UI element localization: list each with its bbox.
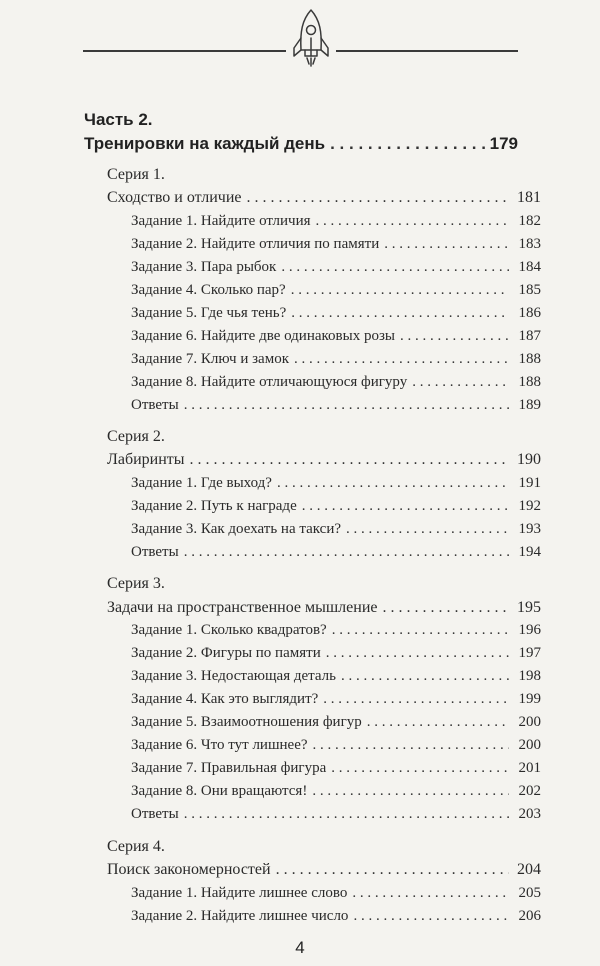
task-title: Ответы (131, 806, 179, 822)
task-row[interactable] (131, 374, 541, 391)
page-ref: 200 (518, 714, 541, 730)
task-title: Задание 1. Где выход? (131, 475, 272, 491)
task-title: Задание 1. Сколько квадратов? (131, 622, 327, 638)
task-row[interactable] (131, 908, 541, 925)
page-ref: 195 (517, 599, 541, 616)
page-ref: 191 (518, 475, 541, 491)
dot-leader (316, 213, 509, 230)
task-row[interactable] (131, 806, 541, 823)
dot-leader (312, 783, 509, 800)
dot-leader (353, 908, 509, 925)
page-ref: 193 (518, 521, 541, 537)
dot-leader (190, 451, 509, 469)
part-title-row[interactable] (84, 134, 518, 154)
page-ref: 179 (489, 134, 518, 153)
dot-leader (367, 714, 509, 731)
page-ref: 184 (518, 259, 541, 275)
series-topic-row[interactable] (107, 189, 541, 207)
dot-leader (276, 861, 509, 879)
task-title: Задание 4. Как это выглядит? (131, 691, 319, 707)
task-row[interactable] (131, 668, 541, 685)
dot-leader (291, 305, 509, 322)
dot-leader (313, 737, 509, 754)
task-row[interactable] (131, 691, 541, 708)
task-title: Задание 2. Путь к награде (131, 498, 297, 514)
page-ref: 196 (518, 622, 541, 638)
page-ref: 197 (518, 645, 541, 661)
task-title: Задание 1. Найдите отличия (131, 213, 311, 229)
task-row[interactable] (131, 259, 541, 276)
task-row[interactable] (131, 236, 541, 253)
dot-leader (281, 259, 509, 276)
task-title: Задание 7. Правильная фигура (131, 760, 327, 776)
dot-leader (332, 622, 509, 639)
page-ref: 183 (518, 236, 541, 252)
series-topic: Поиск закономерностей (107, 861, 271, 878)
page-ref: 185 (518, 282, 541, 298)
page-ref: 206 (518, 908, 541, 924)
task-row[interactable] (131, 282, 541, 299)
task-row[interactable] (131, 521, 541, 538)
dot-leader (323, 691, 509, 708)
task-title: Задание 5. Взаимоотношения фигур (131, 714, 362, 730)
page-ref: 200 (518, 737, 541, 753)
page-ref: 189 (518, 397, 541, 413)
dot-leader (352, 885, 509, 902)
task-row[interactable] (131, 737, 541, 754)
task-row[interactable] (131, 783, 541, 800)
dot-leader (412, 374, 509, 391)
dot-leader (294, 351, 509, 368)
page-ref: 203 (518, 806, 541, 822)
task-title: Задание 6. Что тут лишнее? (131, 737, 308, 753)
dot-leader (330, 134, 486, 154)
dot-leader (331, 760, 509, 777)
dot-leader (346, 521, 509, 538)
task-title: Задание 2. Найдите лишнее число (131, 908, 349, 924)
task-row[interactable] (131, 498, 541, 515)
series-topic-row[interactable] (107, 599, 541, 617)
page-ref: 181 (517, 189, 541, 206)
task-row[interactable] (131, 328, 541, 345)
page-ref: 190 (517, 451, 541, 468)
page-ref: 204 (517, 861, 541, 878)
task-title: Задание 3. Как доехать на такси? (131, 521, 342, 537)
task-title: Задание 1. Найдите лишнее слово (131, 885, 348, 901)
page-ref: 205 (518, 885, 541, 901)
series-label: Серия 3. (107, 575, 165, 592)
part-title: Тренировки на каждый день (84, 134, 326, 153)
series-topic: Сходство и отличие (107, 189, 242, 206)
series-topic-row[interactable] (107, 861, 541, 879)
task-row[interactable] (131, 351, 541, 368)
dot-leader (184, 806, 509, 823)
task-row[interactable] (131, 714, 541, 731)
task-title: Задание 7. Ключ и замок (131, 351, 289, 367)
task-row[interactable] (131, 475, 541, 492)
dot-leader (302, 498, 509, 515)
part-label: Часть 2. (84, 110, 153, 129)
task-title: Задание 3. Пара рыбок (131, 259, 277, 275)
dot-leader (184, 397, 509, 414)
task-title: Ответы (131, 544, 179, 560)
page-ref: 192 (518, 498, 541, 514)
task-title: Задание 2. Найдите отличия по памяти (131, 236, 380, 252)
dot-leader (383, 599, 510, 617)
task-row[interactable] (131, 544, 541, 561)
task-title: Задание 8. Они вращаются! (131, 783, 308, 799)
series-label: Серия 2. (107, 428, 165, 445)
task-title: Задание 6. Найдите две одинаковых розы (131, 328, 395, 344)
task-title: Ответы (131, 397, 179, 413)
task-title: Задание 3. Недостающая деталь (131, 668, 336, 684)
dot-leader (184, 544, 509, 561)
page-number: 4 (295, 938, 305, 957)
dot-leader (341, 668, 509, 685)
page-ref: 199 (518, 691, 541, 707)
task-row[interactable] (131, 645, 541, 662)
dot-leader (277, 475, 509, 492)
task-row[interactable] (131, 760, 541, 777)
series-topic-row[interactable] (107, 451, 541, 469)
task-row[interactable] (131, 305, 541, 322)
series-topic: Лабиринты (107, 451, 185, 468)
task-title: Задание 5. Где чья тень? (131, 305, 287, 321)
page-ref: 198 (518, 668, 541, 684)
task-row[interactable] (131, 213, 541, 230)
page-ref: 182 (518, 213, 541, 229)
series-label: Серия 4. (107, 838, 165, 855)
task-row[interactable] (131, 622, 541, 639)
page-ref: 186 (518, 305, 541, 321)
dot-leader (384, 236, 509, 253)
page-ref: 201 (518, 760, 541, 776)
series-topic: Задачи на пространственное мышление (107, 599, 378, 616)
task-title: Задание 2. Фигуры по памяти (131, 645, 321, 661)
task-row[interactable] (131, 397, 541, 414)
page-ref: 202 (518, 783, 541, 799)
dot-leader (400, 328, 509, 345)
task-title: Задание 4. Сколько пар? (131, 282, 286, 298)
task-row[interactable] (131, 885, 541, 902)
dot-leader (246, 189, 509, 207)
series-label: Серия 1. (107, 166, 165, 183)
page-ref: 194 (518, 544, 541, 560)
page-ref: 188 (518, 351, 541, 367)
page-ref: 187 (518, 328, 541, 344)
dot-leader (326, 645, 509, 662)
page-ref: 188 (518, 374, 541, 390)
dot-leader (291, 282, 509, 299)
task-title: Задание 8. Найдите отличающуюся фигуру (131, 374, 408, 390)
